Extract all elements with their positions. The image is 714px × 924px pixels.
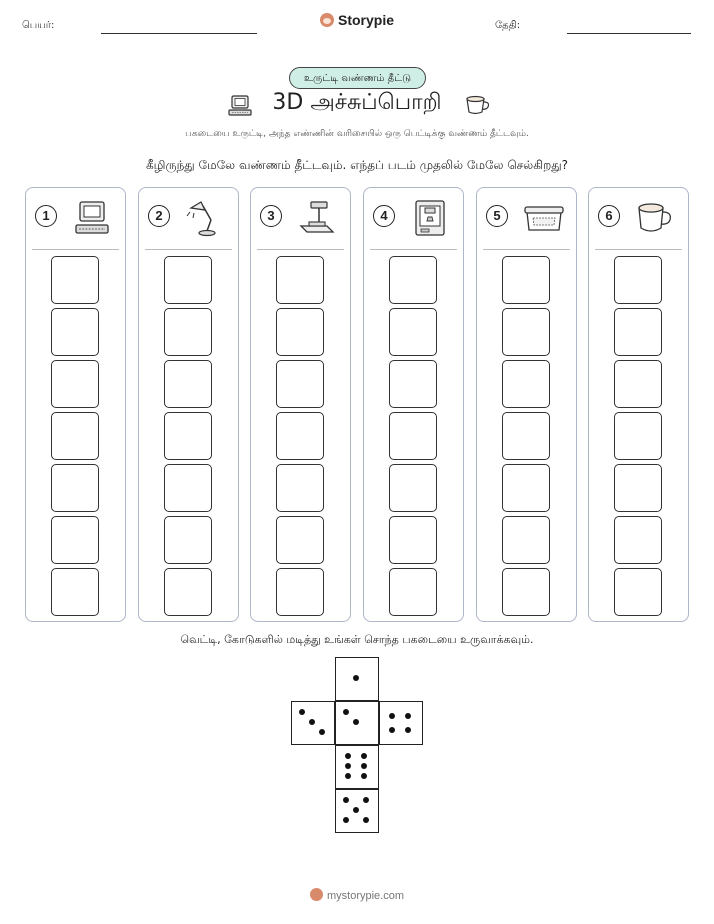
dice-face-2 [335, 701, 379, 745]
color-box[interactable] [614, 516, 662, 564]
pip [343, 817, 349, 823]
color-box[interactable] [164, 308, 212, 356]
color-box[interactable] [614, 568, 662, 616]
color-box[interactable] [389, 516, 437, 564]
pip [353, 807, 359, 813]
dice-face-6 [335, 745, 379, 789]
color-box[interactable] [502, 464, 550, 512]
color-box[interactable] [276, 360, 324, 408]
pip [363, 817, 369, 823]
color-box[interactable] [614, 308, 662, 356]
pip [389, 727, 395, 733]
website-link[interactable]: mystorypie.com [326, 890, 405, 902]
pip [361, 763, 367, 769]
instructions-text: பகடையை உருட்டி, அந்த எண்ணின் வரிசையில் ஒரு பெட்டிக்கு வண்ணம் தீட்டவும். [185, 129, 529, 139]
color-box[interactable] [389, 256, 437, 304]
color-box[interactable] [389, 464, 437, 512]
pip [343, 709, 349, 715]
color-box[interactable] [276, 464, 324, 512]
container-icon [523, 198, 567, 238]
color-box[interactable] [276, 516, 324, 564]
date-field[interactable] [567, 33, 691, 34]
logo-text: Storypie [337, 12, 394, 28]
pip [363, 797, 369, 803]
pip [405, 727, 411, 733]
color-box[interactable] [164, 464, 212, 512]
color-box[interactable] [502, 568, 550, 616]
3d-printer-icon [410, 198, 450, 238]
dice-face-5 [335, 789, 379, 833]
pip [361, 753, 367, 759]
divider [483, 249, 570, 250]
computer-icon [72, 198, 112, 238]
divider [32, 249, 119, 250]
pip [299, 709, 305, 715]
color-box[interactable] [164, 516, 212, 564]
color-box[interactable] [51, 360, 99, 408]
color-box[interactable] [502, 360, 550, 408]
divider [257, 249, 344, 250]
scanner-icon [297, 198, 337, 238]
color-box[interactable] [389, 412, 437, 460]
column-5 [476, 187, 577, 622]
column-6 [588, 187, 689, 622]
page-title: 3D அச்சுப்பொறி [272, 90, 442, 115]
pip [353, 675, 359, 681]
column-1 [25, 187, 126, 622]
bear-icon [320, 13, 334, 27]
dice-face-1 [335, 657, 379, 701]
color-box[interactable] [51, 464, 99, 512]
column-number: 4 [373, 205, 395, 227]
color-box[interactable] [164, 256, 212, 304]
color-box[interactable] [51, 308, 99, 356]
color-box[interactable] [164, 568, 212, 616]
category-pill: உருட்டி வண்ணம் தீட்டு [289, 67, 426, 89]
storypie-logo [0, 12, 714, 28]
color-box[interactable] [51, 412, 99, 460]
color-box[interactable] [389, 360, 437, 408]
color-box[interactable] [389, 308, 437, 356]
cup-icon [464, 94, 492, 116]
divider [370, 249, 457, 250]
pip [389, 713, 395, 719]
pip [309, 719, 315, 725]
date-label: தேதி: [495, 20, 521, 31]
dice-face-3 [291, 701, 335, 745]
column-2 [138, 187, 239, 622]
column-number: 5 [486, 205, 508, 227]
bear-icon [310, 888, 323, 901]
column-3 [250, 187, 351, 622]
color-box[interactable] [502, 516, 550, 564]
question-text: கீழிருந்து மேலே வண்ணம் தீட்டவும். எந்தப் படம் முதலில் மேலே செல்கிறது? [145, 158, 569, 172]
color-box[interactable] [51, 256, 99, 304]
divider [145, 249, 232, 250]
pip [345, 763, 351, 769]
pip [353, 719, 359, 725]
column-4 [363, 187, 464, 622]
color-box[interactable] [614, 464, 662, 512]
color-box[interactable] [276, 568, 324, 616]
color-box[interactable] [502, 308, 550, 356]
column-number: 1 [35, 205, 57, 227]
color-box[interactable] [502, 412, 550, 460]
color-box[interactable] [502, 256, 550, 304]
color-box[interactable] [51, 568, 99, 616]
pip [345, 753, 351, 759]
pip [361, 773, 367, 779]
color-box[interactable] [614, 360, 662, 408]
color-box[interactable] [164, 412, 212, 460]
color-box[interactable] [614, 256, 662, 304]
pip [405, 713, 411, 719]
color-box[interactable] [164, 360, 212, 408]
color-box[interactable] [389, 568, 437, 616]
color-box[interactable] [614, 412, 662, 460]
column-number: 2 [148, 205, 170, 227]
cup-icon [635, 198, 675, 238]
dice-instruction: வெட்டி, கோடுகளில் மடித்து உங்கள் சொந்த பகடையை உருவாக்கவும். [180, 633, 534, 646]
pip [343, 797, 349, 803]
name-field[interactable] [101, 33, 257, 34]
divider [595, 249, 682, 250]
column-number: 6 [598, 205, 620, 227]
name-label: பெயர்: [22, 20, 55, 31]
pip [345, 773, 351, 779]
color-box[interactable] [276, 308, 324, 356]
column-number: 3 [260, 205, 282, 227]
footer [0, 888, 714, 902]
color-box[interactable] [51, 516, 99, 564]
lamp-icon [185, 198, 225, 238]
color-box[interactable] [276, 412, 324, 460]
pip [319, 729, 325, 735]
color-box[interactable] [276, 256, 324, 304]
dice-face-4 [379, 701, 423, 745]
